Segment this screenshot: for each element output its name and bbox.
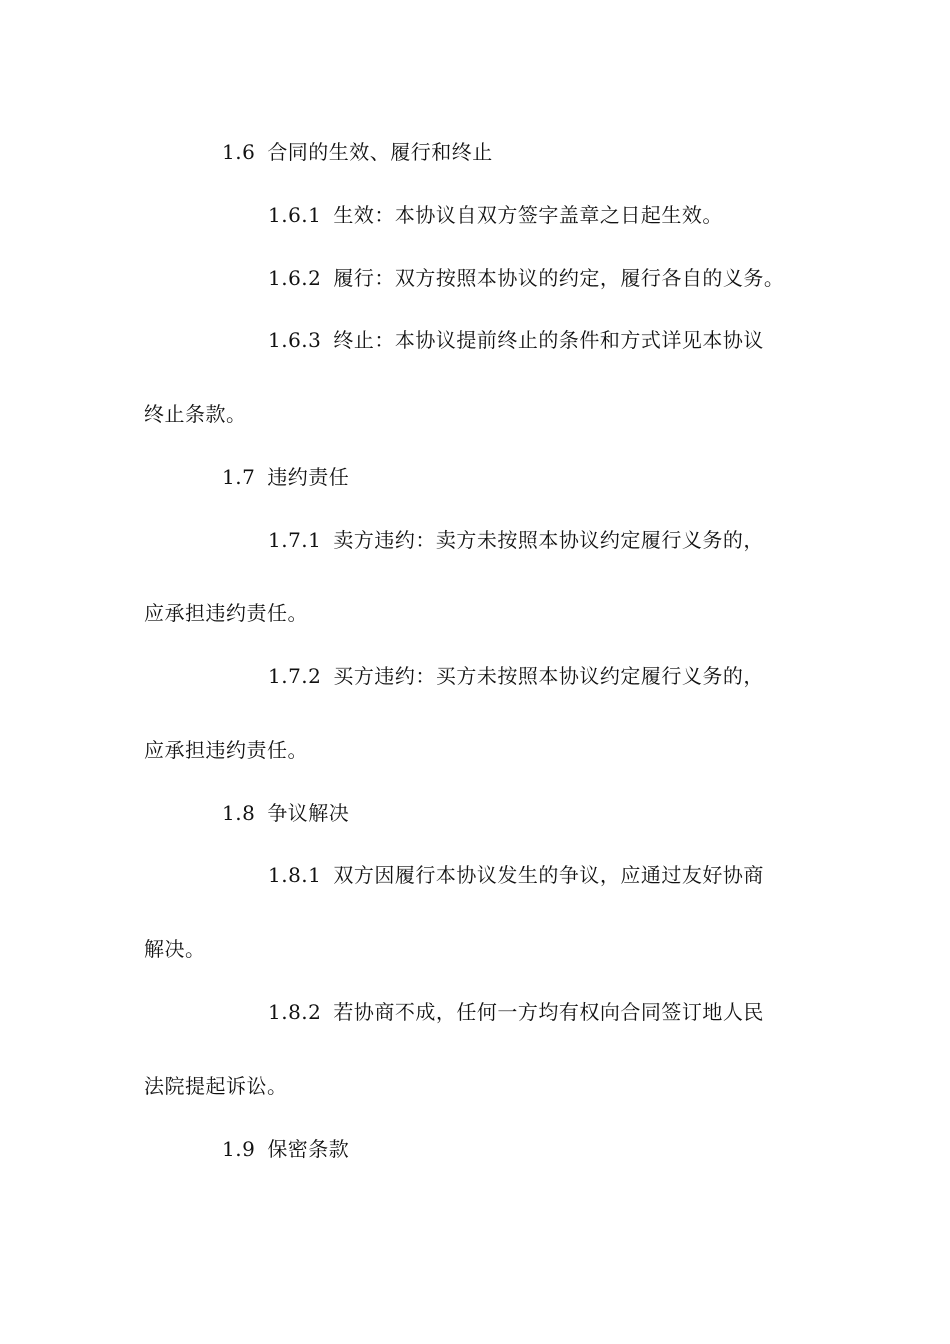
clause-line (268, 663, 764, 689)
clause-number: 1.6.2 (268, 266, 322, 290)
clause-number: 1.6.3 (268, 328, 322, 352)
clause-line (268, 327, 764, 353)
clause-line (268, 527, 764, 553)
clause-number: 1.8.2 (268, 1000, 322, 1024)
clause-continuation: 解决。 (144, 937, 206, 961)
clause-continuation: 法院提起诉讼。 (144, 1074, 288, 1098)
section-heading (222, 1136, 349, 1162)
section-title: 争议解决 (267, 801, 350, 825)
section-heading (222, 800, 349, 826)
clause-text: 履行：双方按照本协议的约定，履行各自的义务。 (333, 266, 785, 290)
clause-line (268, 202, 723, 228)
clause-number: 1.8.1 (268, 863, 322, 887)
clause-line (268, 862, 764, 888)
section-title: 合同的生效、履行和终止 (267, 140, 493, 164)
clause-continuation: 应承担违约责任。 (144, 601, 308, 625)
section-number: 1.9 (222, 1137, 256, 1161)
clause-continuation: 应承担违约责任。 (144, 738, 308, 762)
clause-number: 1.7.1 (268, 528, 322, 552)
section-number: 1.7 (222, 465, 256, 489)
section-heading (222, 139, 493, 165)
clause-line (268, 265, 784, 291)
section-number: 1.8 (222, 801, 256, 825)
section-number: 1.6 (222, 140, 256, 164)
clause-text: 双方因履行本协议发生的争议，应通过友好协商 (333, 863, 764, 887)
section-heading (222, 464, 349, 490)
clause-text: 若协商不成，任何一方均有权向合同签订地人民 (333, 1000, 764, 1024)
section-title: 违约责任 (267, 465, 350, 489)
clause-text: 生效：本协议自双方签字盖章之日起生效。 (333, 203, 723, 227)
clause-text: 买方违约：买方未按照本协议约定履行义务的， (333, 664, 764, 688)
clause-number: 1.6.1 (268, 203, 322, 227)
clause-continuation: 终止条款。 (144, 402, 247, 426)
clause-text: 卖方违约：卖方未按照本协议约定履行义务的， (333, 528, 764, 552)
clause-number: 1.7.2 (268, 664, 322, 688)
section-title: 保密条款 (267, 1137, 350, 1161)
clause-line (268, 999, 764, 1025)
clause-text: 终止：本协议提前终止的条件和方式详见本协议 (333, 328, 764, 352)
